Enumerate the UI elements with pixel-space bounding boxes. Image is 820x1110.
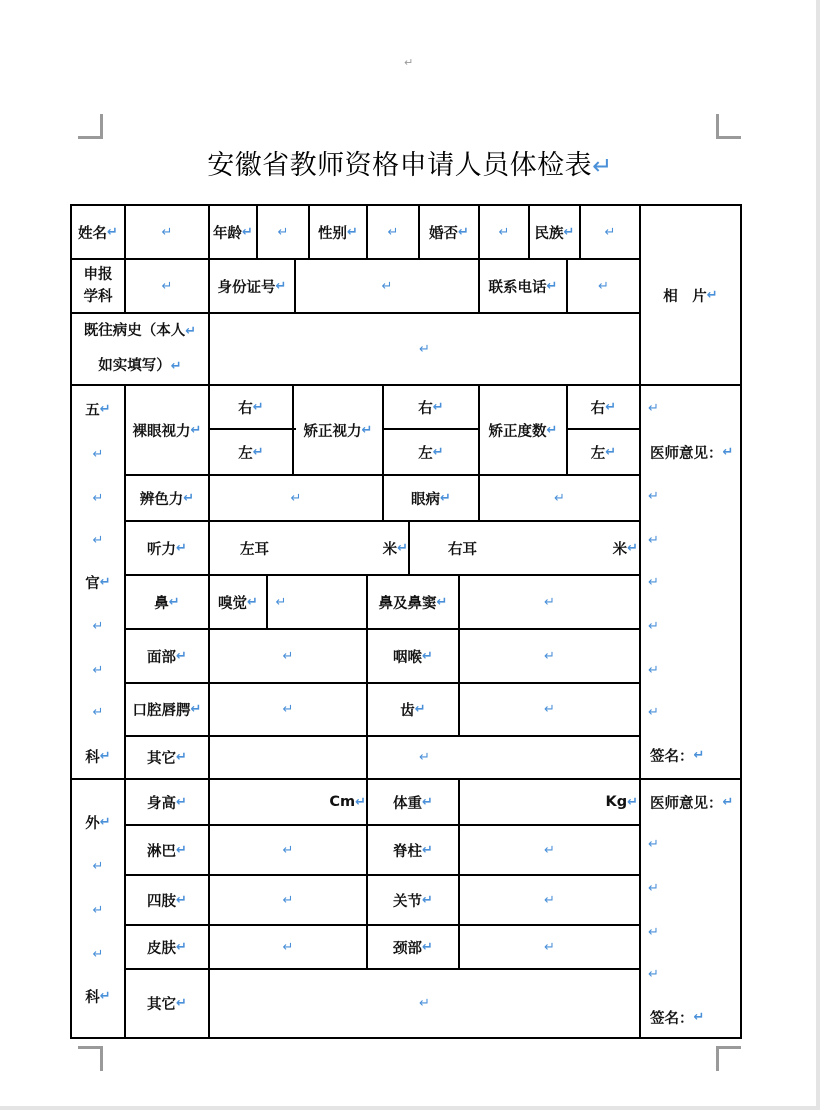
label-smell: 嗅觉 ↵ bbox=[218, 594, 258, 612]
corrected-vision-right[interactable]: 右 ↵ bbox=[418, 399, 444, 417]
eye-disease-field[interactable]: ↵ bbox=[554, 490, 565, 506]
label-throat: 咽喉 ↵ bbox=[393, 648, 433, 666]
label-weight: 体重 ↵ bbox=[393, 794, 433, 812]
return-mark: ↵ bbox=[592, 152, 613, 180]
label-neck: 颈部 ↵ bbox=[393, 939, 433, 957]
label-skin: 皮肤 ↵ bbox=[147, 939, 187, 957]
return-mark: ↵ bbox=[92, 532, 104, 548]
neck-field[interactable]: ↵ bbox=[544, 939, 555, 955]
return-mark: ↵ bbox=[648, 618, 659, 634]
label-lymph: 淋巴 ↵ bbox=[147, 842, 187, 860]
naked-vision-left[interactable]: 左 ↵ bbox=[238, 444, 264, 462]
label-medical-history: 既往病史（本人↵ 如实填写）↵ bbox=[83, 323, 197, 374]
id-number-field[interactable]: ↵ bbox=[381, 278, 393, 294]
color-vision-field[interactable]: ↵ bbox=[290, 490, 302, 506]
ethnicity-field[interactable]: ↵ bbox=[604, 224, 616, 240]
signature-surgery[interactable]: 签名： ↵ bbox=[650, 1009, 705, 1027]
label-nose-sinus: 鼻及鼻窦 ↵ bbox=[378, 594, 448, 612]
label-other-surgery: 其它 ↵ bbox=[147, 996, 187, 1013]
smell-field[interactable]: ↵ bbox=[275, 594, 287, 610]
right-ear-unit[interactable]: 米 ↵ bbox=[612, 540, 638, 558]
limbs-field[interactable]: ↵ bbox=[282, 892, 294, 908]
label-face: 面部 ↵ bbox=[147, 648, 187, 666]
correction-degree-left[interactable]: 左 ↵ bbox=[590, 444, 617, 462]
surgery-char-1: 外 ↵ bbox=[85, 814, 111, 832]
naked-vision-right[interactable]: 右 ↵ bbox=[238, 399, 264, 417]
spine-field[interactable]: ↵ bbox=[544, 842, 555, 858]
skin-field[interactable]: ↵ bbox=[282, 939, 294, 955]
left-ear-unit[interactable]: 米 ↵ bbox=[382, 540, 408, 558]
label-name: 姓名 ↵ bbox=[78, 224, 118, 242]
five-organs-char-3: 科 ↵ bbox=[85, 748, 111, 766]
label-marital: 婚否 ↵ bbox=[429, 224, 469, 242]
return-mark: ↵ bbox=[648, 662, 659, 678]
return-mark: ↵ bbox=[648, 488, 659, 504]
subject-field[interactable]: ↵ bbox=[161, 278, 173, 294]
age-field[interactable]: ↵ bbox=[277, 224, 289, 240]
correction-degree-right[interactable]: 右 ↵ bbox=[590, 399, 617, 417]
label-joints: 关节 ↵ bbox=[393, 892, 433, 910]
return-mark: ↵ bbox=[648, 880, 659, 896]
doctor-opinion-surgery[interactable]: 医师意见： ↵ bbox=[650, 794, 734, 812]
other-surgery-field[interactable]: ↵ bbox=[419, 996, 430, 1011]
corrected-vision-left[interactable]: 左 ↵ bbox=[418, 444, 444, 462]
return-mark: ↵ bbox=[92, 858, 104, 874]
height-field[interactable]: Cm ↵ bbox=[329, 794, 366, 810]
return-mark: ↵ bbox=[92, 446, 104, 462]
label-nose: 鼻 ↵ bbox=[154, 594, 180, 612]
return-mark: ↵ bbox=[648, 400, 659, 416]
label-color-vision: 辨色力 ↵ bbox=[139, 490, 195, 508]
gender-field[interactable]: ↵ bbox=[387, 224, 399, 240]
return-mark: ↵ bbox=[92, 662, 104, 678]
five-organs-char-1: 五 ↵ bbox=[85, 401, 111, 419]
surgery-char-2: 科 ↵ bbox=[85, 988, 111, 1006]
phone-field[interactable]: ↵ bbox=[598, 278, 609, 294]
label-subject: 申报 学科 bbox=[83, 267, 113, 305]
weight-field[interactable]: Kg ↵ bbox=[605, 794, 638, 810]
throat-field[interactable]: ↵ bbox=[544, 648, 555, 664]
return-mark: ↵ bbox=[648, 532, 659, 548]
medical-history-field[interactable]: ↵ bbox=[419, 341, 430, 357]
doctor-opinion-five-organs[interactable]: 医师意见： ↵ bbox=[650, 444, 734, 462]
label-phone: 联系电话 ↵ bbox=[488, 278, 558, 296]
other-five-organs-field[interactable]: ↵ bbox=[419, 750, 430, 765]
oral-lips-field[interactable]: ↵ bbox=[282, 702, 294, 717]
label-oral-lips: 口腔唇腭 ↵ bbox=[132, 702, 202, 719]
label-left-ear: 左耳 bbox=[240, 541, 269, 558]
label-naked-vision: 裸眼视力 ↵ bbox=[132, 422, 202, 440]
teeth-field[interactable]: ↵ bbox=[544, 702, 555, 717]
return-mark: ↵ bbox=[648, 924, 659, 940]
label-spine: 脊柱 ↵ bbox=[393, 842, 433, 860]
joints-field[interactable]: ↵ bbox=[544, 892, 555, 908]
name-field[interactable]: ↵ bbox=[161, 224, 173, 240]
label-other-five-organs: 其它 ↵ bbox=[147, 750, 187, 767]
return-mark: ↵ bbox=[648, 704, 659, 720]
return-mark: ↵ bbox=[92, 902, 104, 918]
return-mark: ↵ bbox=[648, 836, 659, 852]
return-mark: ↵ bbox=[92, 618, 104, 634]
title-text: 安徽省教师资格申请人员体检表 bbox=[207, 150, 593, 181]
label-hearing: 听力 ↵ bbox=[147, 540, 187, 558]
label-correction-degree: 矫正度数 ↵ bbox=[488, 422, 558, 440]
return-mark: ↵ bbox=[92, 490, 104, 506]
label-corrected-vision: 矫正视力 ↵ bbox=[303, 422, 373, 440]
return-mark: ↵ bbox=[648, 966, 659, 982]
return-mark: ↵ bbox=[92, 704, 104, 720]
label-teeth: 齿 ↵ bbox=[400, 702, 426, 719]
label-right-ear: 右耳 bbox=[448, 541, 477, 558]
return-mark: ↵ bbox=[648, 574, 659, 590]
label-id-number: 身份证号 ↵ bbox=[217, 278, 287, 296]
label-eye-disease: 眼病 ↵ bbox=[411, 490, 451, 508]
paragraph-mark: ↵ bbox=[404, 56, 414, 69]
face-field[interactable]: ↵ bbox=[282, 648, 294, 664]
five-organs-char-2: 官 ↵ bbox=[85, 574, 111, 592]
lymph-field[interactable]: ↵ bbox=[282, 842, 294, 858]
nose-sinus-field[interactable]: ↵ bbox=[544, 594, 555, 610]
label-height: 身高 ↵ bbox=[147, 794, 187, 812]
label-ethnicity: 民族 ↵ bbox=[534, 224, 575, 242]
marital-field[interactable]: ↵ bbox=[498, 224, 510, 240]
photo-box[interactable]: 相 片 ↵ bbox=[663, 287, 718, 305]
label-age: 年龄 ↵ bbox=[213, 224, 253, 242]
signature-five-organs[interactable]: 签名： ↵ bbox=[650, 747, 705, 765]
label-limbs: 四肢 ↵ bbox=[147, 892, 187, 910]
label-gender: 性别 ↵ bbox=[318, 224, 358, 242]
return-mark: ↵ bbox=[92, 946, 104, 962]
